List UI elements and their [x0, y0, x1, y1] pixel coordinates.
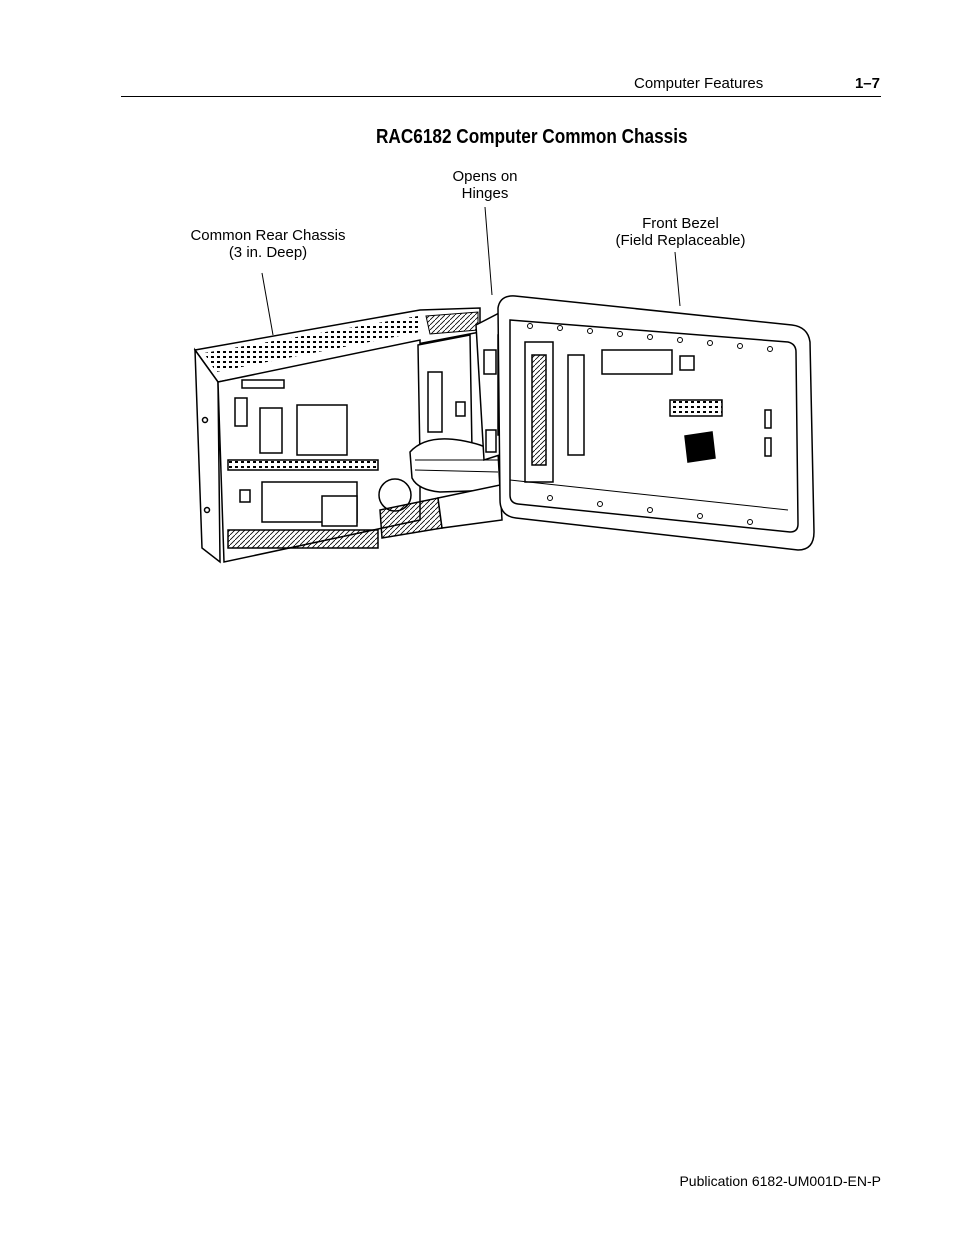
callout-line: (3 in. Deep) [228, 244, 308, 261]
callout-line: Front Bezel [642, 215, 719, 232]
running-header-section: Computer Features [634, 75, 764, 92]
leader-line-hinges [485, 207, 492, 295]
callout-line: Hinges [461, 185, 509, 202]
leader-line-bezel [675, 252, 680, 306]
figure-title: RAC6182 Computer Common Chassis [376, 126, 688, 148]
leader-line-rear [262, 273, 273, 335]
rear-chassis [195, 308, 502, 562]
callout-line: Opens on [452, 168, 518, 185]
header-rule [121, 96, 881, 97]
page-number: 1–7 [854, 75, 880, 92]
callout-line: (Field Replaceable) [615, 232, 746, 249]
chassis-illustration [180, 160, 830, 580]
callout-line: Common Rear Chassis [190, 227, 346, 244]
publication-number: Publication 6182-UM001D-EN-P [679, 1173, 881, 1189]
front-bezel [498, 296, 814, 550]
